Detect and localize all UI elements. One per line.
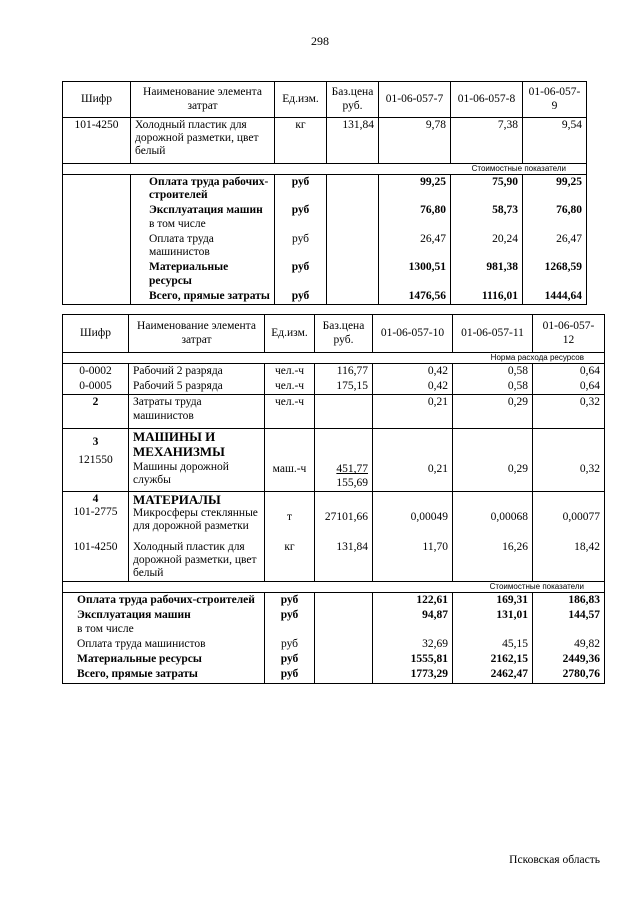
table-row: [63, 364, 605, 380]
header-col-2: 01-06-057-11: [453, 315, 533, 353]
row-value-1: 99,25: [379, 175, 451, 204]
header-code: Шифр: [63, 315, 129, 353]
row-value-3: 1268,59: [523, 260, 587, 288]
row-value-1: 0,00049: [373, 491, 453, 534]
row-name: Холодный пластик для дорожной разметки, цвет белый: [129, 535, 265, 582]
row-name: Всего, прямые затраты: [63, 667, 265, 683]
row-name: Материальные ресурсы: [131, 260, 275, 288]
header-col-2: 01-06-057-8: [451, 82, 523, 118]
table-row: [63, 429, 605, 491]
row-name: Всего, прямые затраты: [131, 289, 275, 305]
row-name: Затраты труда машинистов: [129, 395, 265, 429]
row-price: 131,84: [327, 118, 379, 164]
row-name: Эксплуатация машин: [149, 204, 263, 217]
header-unit: Ед.изм.: [265, 315, 315, 353]
row-value-2: 58,73: [451, 203, 523, 231]
header-col-3: 01-06-057-12: [533, 315, 605, 353]
row-value-2: 0,29: [453, 395, 533, 429]
table-row: [63, 652, 605, 667]
table-row: [63, 491, 605, 534]
row-value-1: 0,21: [373, 429, 453, 491]
row-unit: руб: [275, 289, 327, 305]
section-number: 3: [92, 436, 99, 449]
row-value-3: 0,64: [533, 379, 605, 395]
row-code: 0-0005: [63, 379, 129, 395]
row-name: Оплата труда рабочих-строителей: [131, 175, 275, 204]
row-value-2: 75,90: [451, 175, 523, 204]
row-unit: руб: [265, 637, 315, 652]
section-label-row: [63, 582, 605, 593]
row-price: 27101,66: [315, 491, 373, 534]
table-row: [63, 232, 587, 260]
row-value-3: 2780,76: [533, 667, 605, 683]
row-unit: чел.-ч: [265, 395, 315, 429]
row-name: Рабочий 5 разряда: [129, 379, 265, 395]
row-name: Оплата труда рабочих-строителей: [63, 593, 265, 609]
row-value-3: 0,32: [533, 395, 605, 429]
row-value-1: 94,87: [373, 608, 453, 636]
table-row: [63, 203, 587, 231]
row-value-2: 2162,15: [453, 652, 533, 667]
header-code: Шифр: [63, 82, 131, 118]
row-unit: маш.-ч: [265, 429, 315, 491]
header-base-price: Баз.цена руб.: [315, 315, 373, 353]
row-subtext: в том числе: [77, 622, 134, 635]
row-name: Машины дорожной службы: [133, 461, 229, 487]
row-value-1: 26,47: [379, 232, 451, 260]
row-value-3: 1444,64: [523, 289, 587, 305]
table-row: [63, 535, 605, 582]
section-label-row: [63, 353, 605, 364]
table-row: [63, 637, 605, 652]
table-header-row: [63, 315, 605, 353]
row-value-1: 1300,51: [379, 260, 451, 288]
row-price: 451,77: [336, 463, 368, 476]
row-unit: руб: [275, 175, 327, 204]
row-value-1: 76,80: [379, 203, 451, 231]
row-value-2: 7,38: [451, 118, 523, 164]
row-name: Оплата труда машинистов: [63, 637, 265, 652]
row-value-3: 144,57: [533, 608, 605, 636]
row-unit: руб: [265, 593, 315, 609]
table-row: [63, 260, 587, 288]
row-value-1: 0,42: [373, 364, 453, 380]
row-value-1: 1773,29: [373, 667, 453, 683]
row-value-1: 0,42: [373, 379, 453, 395]
row-value-3: 0,00077: [533, 491, 605, 534]
section-label-row: [63, 164, 587, 175]
header-col-3: 01-06-057-9: [523, 82, 587, 118]
row-value-2: 0,58: [453, 364, 533, 380]
row-value-3: 99,25: [523, 175, 587, 204]
row-value-3: 18,42: [533, 535, 605, 582]
row-value-2: 0,29: [453, 429, 533, 491]
row-value-1: 1555,81: [373, 652, 453, 667]
row-value-2: 45,15: [453, 637, 533, 652]
row-code: 101-4250: [63, 118, 131, 164]
row-value-2: 981,38: [451, 260, 523, 288]
row-price: 131,84: [315, 535, 373, 582]
row-value-1: 122,61: [373, 593, 453, 609]
table-row: [63, 118, 587, 164]
row-value-3: 49,82: [533, 637, 605, 652]
row-code: 2: [63, 395, 129, 429]
row-name: Рабочий 2 разряда: [129, 364, 265, 380]
row-unit: т: [265, 491, 315, 534]
row-value-2: 169,31: [453, 593, 533, 609]
table-row: [63, 667, 605, 683]
header-name: Наименование элемента затрат: [131, 82, 275, 118]
row-unit: руб: [265, 667, 315, 683]
header-unit: Ед.изм.: [275, 82, 327, 118]
row-value-3: 0,64: [533, 364, 605, 380]
row-unit: руб: [275, 203, 327, 231]
table-row: [63, 175, 587, 204]
row-code: 101-4250: [63, 535, 129, 582]
section-label: Норма расхода ресурсов: [63, 353, 605, 364]
header-col-1: 01-06-057-7: [379, 82, 451, 118]
table-header-row: [63, 82, 587, 118]
row-code: 121550: [78, 453, 113, 466]
row-value-1: 11,70: [373, 535, 453, 582]
section-label: Стоимостные показатели: [63, 164, 587, 175]
row-value-2: 131,01: [453, 608, 533, 636]
row-unit: руб: [265, 652, 315, 667]
resource-table-1: [62, 81, 587, 305]
row-value-3: 9,54: [523, 118, 587, 164]
row-name: Холодный пластик для дорожной разметки, цвет белый: [131, 118, 275, 164]
row-value-1: 1476,56: [379, 289, 451, 305]
row-value-1: 0,21: [373, 395, 453, 429]
row-value-3: 26,47: [523, 232, 587, 260]
row-code: 0-0002: [63, 364, 129, 380]
resource-table-2: [62, 314, 605, 684]
section-number: 4: [92, 492, 99, 505]
row-unit: чел.-ч: [265, 364, 315, 380]
table-row: [63, 379, 605, 395]
row-value-1: 9,78: [379, 118, 451, 164]
table-row: [63, 608, 605, 636]
row-value-2: 0,58: [453, 379, 533, 395]
section-heading: МАТЕРИАЛЫ: [133, 491, 221, 507]
table-row: [63, 593, 605, 609]
row-value-2: 1116,01: [451, 289, 523, 305]
row-value-3: 2449,36: [533, 652, 605, 667]
row-unit: кг: [275, 118, 327, 164]
footer-region: Псковская область: [509, 854, 600, 866]
row-unit: руб: [265, 608, 315, 636]
table-row: [63, 289, 587, 305]
row-value-1: 32,69: [373, 637, 453, 652]
row-name: Оплата труда машинистов: [131, 232, 275, 260]
row-code: 101-2775: [73, 506, 118, 519]
header-col-1: 01-06-057-10: [373, 315, 453, 353]
page-number: 298: [311, 34, 329, 48]
row-value-3: 186,83: [533, 593, 605, 609]
row-price: 116,77: [315, 364, 373, 380]
row-value-2: 0,00068: [453, 491, 533, 534]
row-value-3: 76,80: [523, 203, 587, 231]
header-name: Наименование элемента затрат: [129, 315, 265, 353]
row-unit: чел.-ч: [265, 379, 315, 395]
row-unit: руб: [275, 232, 327, 260]
header-base-price: Баз.цена руб.: [327, 82, 379, 118]
row-name: Микросферы стеклянные для дорожной разметки: [133, 507, 258, 533]
row-price: 175,15: [315, 379, 373, 395]
row-value-2: 16,26: [453, 535, 533, 582]
row-price-secondary: 155,69: [336, 476, 368, 489]
row-unit: кг: [265, 535, 315, 582]
section-label: Стоимостные показатели: [63, 582, 605, 593]
row-subtext: в том числе: [149, 217, 206, 230]
section-heading: МАШИНЫ И МЕХАНИЗМЫ: [133, 429, 225, 459]
row-name: Материальные ресурсы: [63, 652, 265, 667]
row-value-3: 0,32: [533, 429, 605, 491]
row-name: Эксплуатация машин: [77, 609, 191, 622]
row-value-2: 20,24: [451, 232, 523, 260]
row-value-2: 2462,47: [453, 667, 533, 683]
table-row: [63, 395, 605, 429]
row-unit: руб: [275, 260, 327, 288]
